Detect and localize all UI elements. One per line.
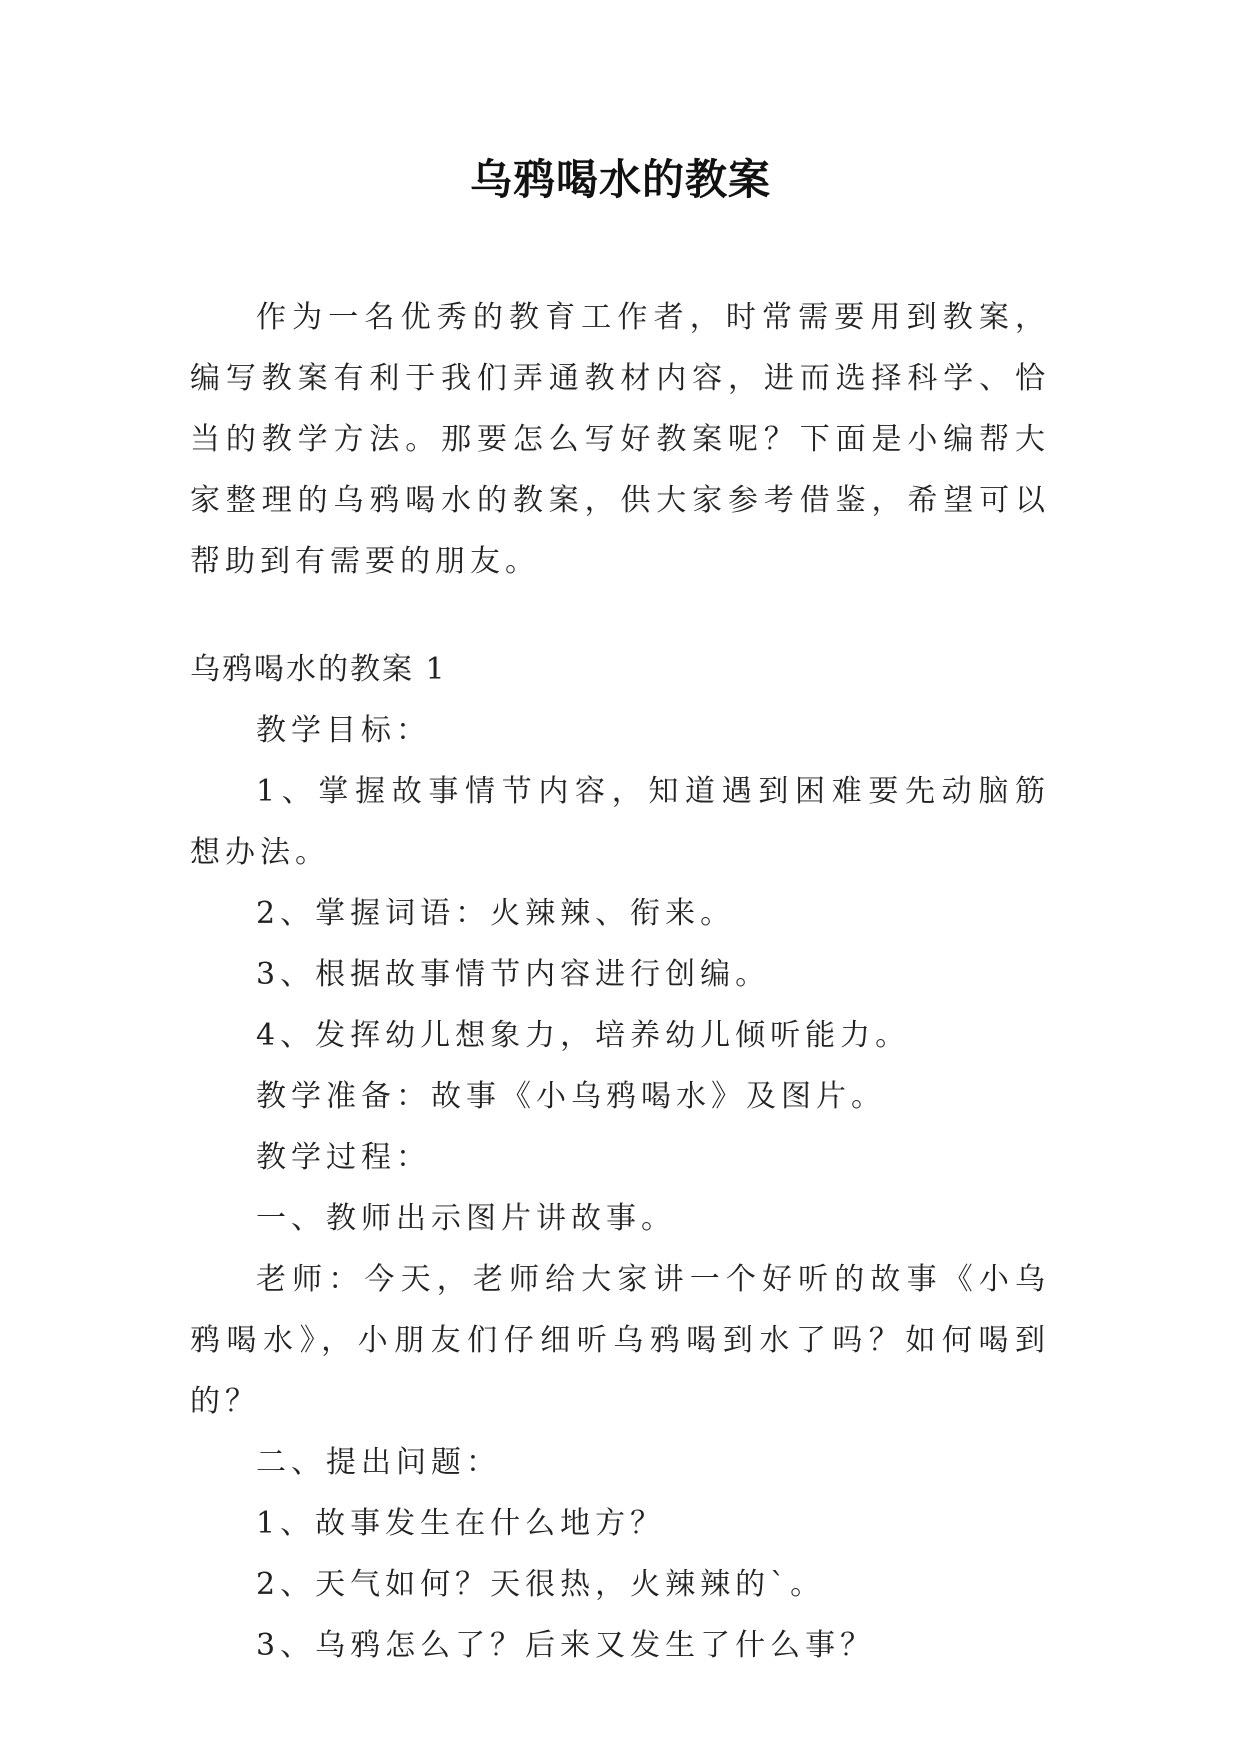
paragraph-step-1: 一、教师出示图片讲故事。 [256,1201,676,1236]
paragraph-question-3: 3、乌鸦怎么了？后来又发生了什么事？ [256,1628,876,1663]
paragraph-step-2: 二、提出问题： [256,1445,501,1480]
paragraph-goal-3: 3、根据故事情节内容进行创编。 [256,957,771,992]
paragraph-question-1: 1、故事发生在什么地方？ [256,1506,666,1541]
paragraph-goal-2: 2、掌握词语：火辣辣、衔来。 [256,896,736,931]
document-title: 乌鸦喝水的教案 [469,155,771,204]
paragraph-process-heading: 教学过程： [256,1140,431,1175]
paragraph-goal-4: 4、发挥幼儿想象力，培养幼儿倾听能力。 [256,1018,911,1053]
paragraph-teaching-goals: 教学目标： [256,713,431,748]
intro-paragraph: 作为一名优秀的教育工作者，时常需要用到教案，编写教案有利于我们弄通教材内容，进而选择科学、恰当的教学方法。那要怎么写好教案呢？下面是小编帮大家整理的乌鸦喝水的教案，供大家参考借鉴，希望可以帮助到有需要的朋友。 [190,300,1050,579]
paragraph-question-2: 2、天气如何？天很热，火辣辣的`。 [256,1567,826,1602]
paragraph-teacher-intro: 老师：今天，老师给大家讲一个好听的故事《小乌鸦喝水》，小朋友们仔细听乌鸦喝到水了吗？如何喝到的？ [190,1262,1050,1419]
paragraph-goal-1: 1、掌握故事情节内容，知道遇到困难要先动脑筋想办法。 [190,774,1050,870]
section-heading: 乌鸦喝水的教案 1 [190,652,447,687]
lesson-content [190,700,1050,1676]
paragraph-preparation: 教学准备：故事《小乌鸦喝水》及图片。 [256,1079,886,1114]
